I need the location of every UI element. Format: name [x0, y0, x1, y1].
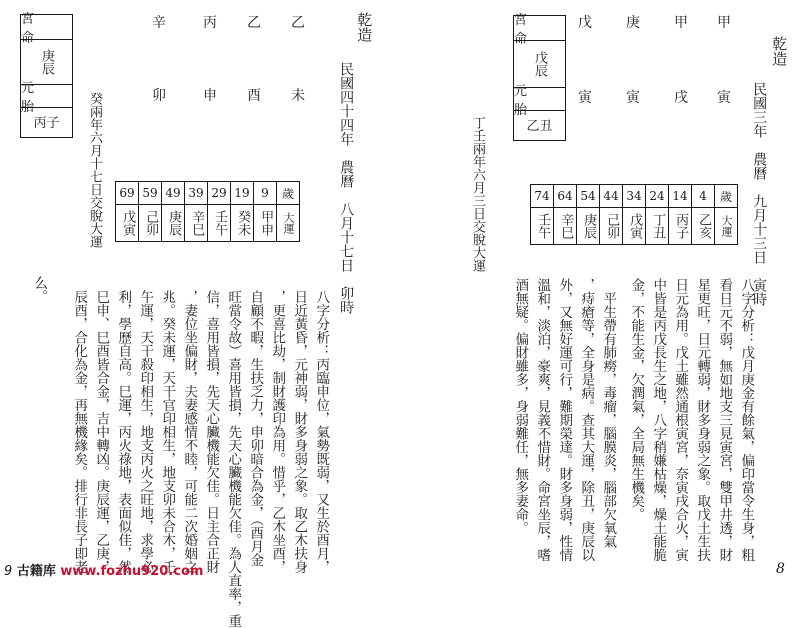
- luck-pillar: 丁丑: [646, 208, 669, 245]
- analysis-line: 溫和，淡泊，豪爽，見義不惜財。命宮坐辰，嗜: [534, 278, 551, 562]
- luck-pillar: 甲申: [254, 205, 277, 242]
- luck-pillar: 丙子: [669, 208, 692, 245]
- luck-pillar: 庚辰: [577, 208, 600, 245]
- analysis-line: 中皆是丙戊長生之地，八字稍嫌枯燥，燥土能脆: [650, 278, 667, 562]
- embryo-label: 元 胎: [514, 84, 538, 118]
- luck-pillar: 己卯: [139, 205, 162, 242]
- left-branch-3: 酉: [247, 88, 261, 104]
- analysis-line: 信，喜用皆損，先天心臟機能欠佳。日主合正財: [203, 290, 220, 574]
- analysis-line: 外，又無好運可行，難期榮達。財多身弱，性情: [556, 278, 573, 562]
- analysis-line: 平生帶有肺癆，毒瘤，腦膜炎，腦部欠氧氣: [600, 278, 617, 548]
- luck-pillar: 壬午: [208, 205, 231, 242]
- left-stem-1: 辛: [152, 15, 166, 31]
- luck-age: 9: [254, 182, 277, 205]
- right-chart-title: 乾造: [770, 36, 789, 66]
- right-branch-3: 戌: [674, 90, 688, 106]
- luck-age: 44: [600, 185, 623, 208]
- luck-pillar: 己卯: [600, 208, 623, 245]
- right-branch-1: 寅: [578, 90, 592, 106]
- analysis-line: ，妻位坐偏財，夫妻感情不睦，可能二次婚姻之: [181, 290, 198, 574]
- right-luck-table: [530, 184, 738, 245]
- right-stem-3: 甲: [674, 15, 688, 31]
- left-luck-table: [115, 181, 300, 242]
- left-branch-1: 卯: [152, 88, 166, 104]
- palace-label: 宮 命: [21, 12, 45, 46]
- left-chart-title: 乾造: [355, 12, 374, 42]
- luck-pillar: 辛巳: [185, 205, 208, 242]
- embryo-label: 元 胎: [21, 81, 45, 115]
- right-branch-4: 寅: [717, 90, 731, 106]
- luck-pillar: 癸未: [231, 205, 254, 242]
- luck-age: 24: [646, 185, 669, 208]
- left-branch-2: 申: [203, 88, 217, 104]
- left-stem-4: 乙: [291, 15, 305, 31]
- luck-pillar: 辛巳: [554, 208, 577, 245]
- luck-header-label: 大運: [715, 208, 738, 245]
- luck-header-age: 歲: [277, 182, 300, 205]
- analysis-line: 利，學歷自高。巳運，丙火祿地，表面似佳，然: [115, 290, 132, 574]
- luck-age: 4: [692, 185, 715, 208]
- embryo-pillar: 丙子: [33, 116, 60, 131]
- luck-header-age: 歲: [715, 185, 738, 208]
- analysis-line: 辰酉，合化為金，再無機緣矣。排行非長子即老: [71, 290, 88, 574]
- luck-pillar: 壬午: [531, 208, 554, 245]
- luck-age: 54: [577, 185, 600, 208]
- right-stem-4: 甲: [717, 15, 731, 31]
- watermark-logo-text: 古籍库: [16, 564, 56, 579]
- luck-age: 69: [116, 182, 139, 205]
- analysis-line: 么。: [31, 276, 48, 303]
- luck-header-label: 大運: [277, 205, 300, 242]
- analysis-line: 兆。癸未運，天干官印相生，地支卯未合木，壬: [159, 290, 176, 574]
- analysis-line: ，更喜比劫，制財護印為用。惜乎，乙木坐酉，: [269, 290, 286, 574]
- page-number: 8: [776, 561, 785, 577]
- analysis-line: 自顧不暇，生扶乏力，申卯暗合為金，（酉月金: [247, 290, 264, 567]
- luck-pillar: 庚辰: [162, 205, 185, 242]
- luck-age: 29: [208, 182, 231, 205]
- right-branch-2: 寅: [626, 90, 640, 106]
- luck-age: 64: [554, 185, 577, 208]
- analysis-line: 看日元不弱，無如地支三見寅宮，雙甲井透，財: [716, 278, 733, 562]
- luck-age: 39: [185, 182, 208, 205]
- luck-age: 14: [669, 185, 692, 208]
- watermark-url: www.fozhu920.com: [60, 564, 204, 579]
- analysis-line: ，痔瘡等，全身是病。查其大運，除丑，庚辰以: [578, 278, 595, 562]
- left-page-marker: 9: [4, 564, 13, 579]
- luck-age: 59: [139, 182, 162, 205]
- luck-age: 19: [231, 182, 254, 205]
- analysis-line: 日元為用。戊土雖然通根寅宮，奈寅戌合火，寅: [672, 278, 689, 562]
- analysis-line: 金，不能生金，欠潤氣，全局無生機矣。: [628, 278, 645, 521]
- luck-age: 49: [162, 182, 185, 205]
- right-stem-1: 戊: [578, 15, 592, 31]
- embryo-pillar: 乙丑: [526, 119, 553, 134]
- left-branch-4: 未: [291, 88, 305, 104]
- luck-pillar: 戊寅: [116, 205, 139, 242]
- analysis-line: 酒無疑。偏財雖多，身弱難任，無多妻命。: [512, 278, 529, 535]
- right-luck-note: 丁壬兩年六月三日交脫大運: [469, 116, 485, 272]
- palace-pillar: 戊辰: [532, 51, 547, 77]
- right-birth-date: 民國三年 農曆 九月十三日 寅時: [751, 82, 768, 306]
- left-birth-date: 民國四十四年 農曆 八月十七日 卯時: [338, 62, 355, 314]
- site-watermark: [4, 560, 203, 579]
- luck-age: 34: [623, 185, 646, 208]
- luck-pillar: 乙亥: [692, 208, 715, 245]
- luck-pillar: 戊寅: [623, 208, 646, 245]
- analysis-line: 日近黃昏，元神弱，財多身弱之象。取乙木扶身: [291, 290, 308, 574]
- analysis-line: 午運，天干殺印相生，地支丙火之旺地，求學必: [137, 290, 154, 574]
- left-stem-2: 丙: [203, 15, 217, 31]
- analysis-line: 旺當令故）喜用皆損，先天心臟機能欠佳。為人直率，重: [225, 290, 242, 628]
- left-stem-3: 乙: [247, 15, 261, 31]
- palace-pillar: 庚辰: [39, 49, 54, 75]
- analysis-line: 八字分析：戊月庚金有餘氣，偏印當令生身，粗: [738, 278, 755, 562]
- analysis-line: 星更旺，日元轉弱，財多身弱之象。取戊土生扶: [694, 278, 711, 562]
- palace-label: 宮 命: [514, 13, 538, 47]
- analysis-line: 八字分析：丙臨申位，氣勢既弱，又生於酉月，: [313, 290, 330, 574]
- left-luck-note: 癸兩年六月十七日交脫大運: [86, 92, 102, 248]
- right-stem-2: 庚: [626, 15, 640, 31]
- left-palace-box: [20, 14, 73, 138]
- analysis-line: 巳申、巳酉皆合金，吉中轉凶。庚辰運，乙庚，: [93, 290, 110, 574]
- right-palace-box: [513, 15, 566, 141]
- luck-age: 74: [531, 185, 554, 208]
